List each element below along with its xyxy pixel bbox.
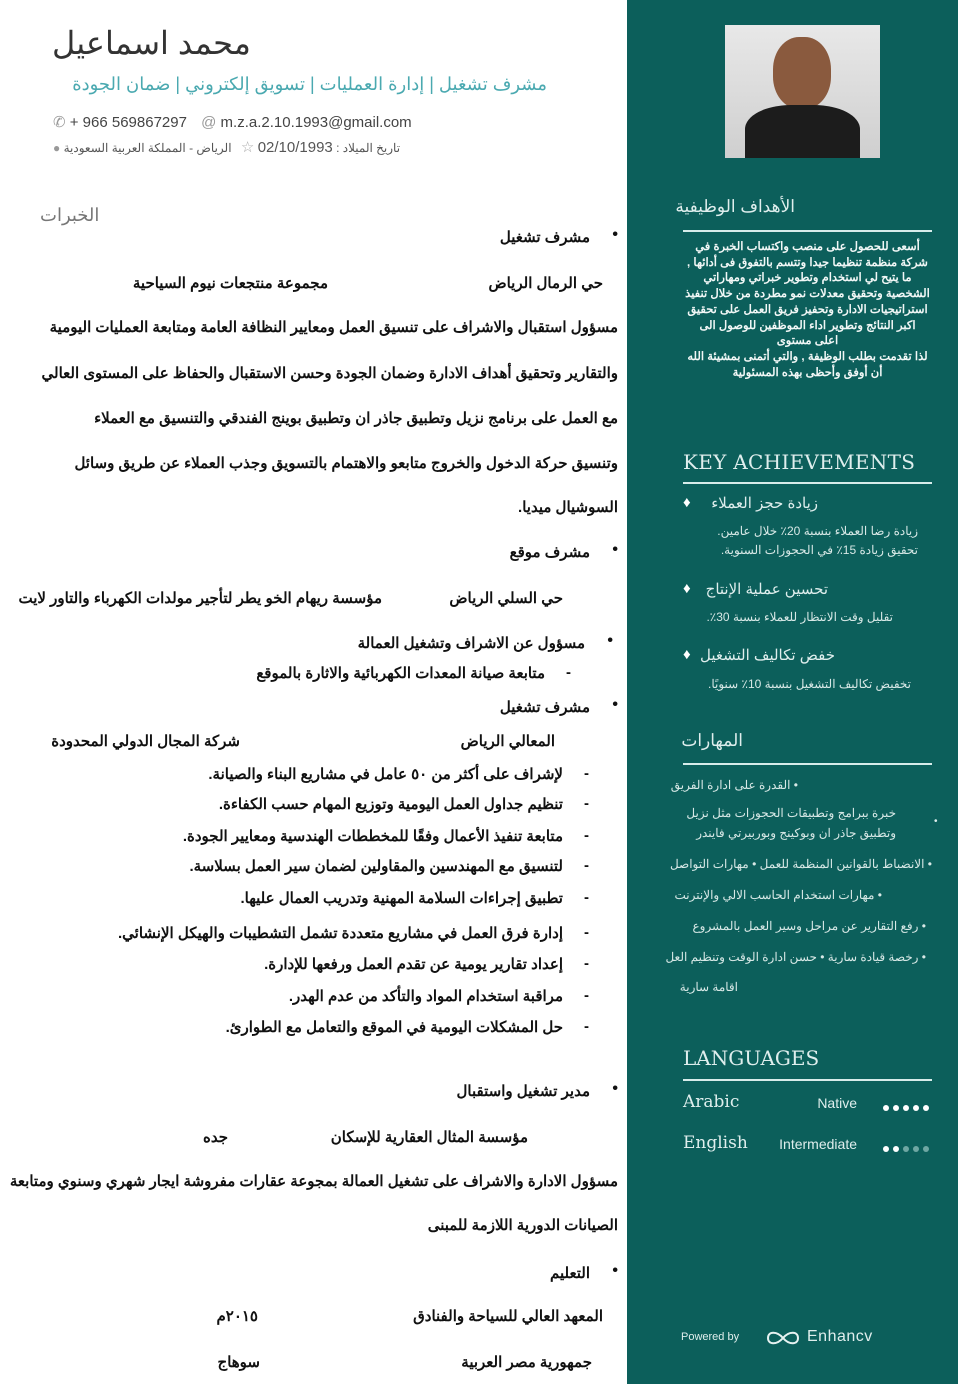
languages-title: LANGUAGES [683, 1046, 820, 1070]
rating-dot [903, 1146, 909, 1152]
objective-line: استراتيجيات الادارة وتحفيز فريق العمل على تحقيق [687, 303, 928, 316]
job3-company: شركة المجال الدولي المحدودة [51, 733, 240, 750]
job1-line: وتنسيق حركة الدخول والخروج متابعو والاهتمام بالتسويق وجذب العملاء عن طريق وسائل [74, 455, 618, 472]
objective-title: الأهداف الوظيفية [675, 197, 795, 216]
job3-task: تطبيق إجراءات السلامة المهنية وتدريب العمال عليها. - [241, 889, 564, 907]
divider [683, 1079, 932, 1081]
achievement-desc: تقليل وقت الانتظار للعملاء بنسبة 30٪. [706, 610, 893, 624]
birth-date: 02/10/1993 [257, 139, 333, 156]
diamond-icon: ♦ [683, 580, 691, 597]
job1-location: حي الرمال الرياض [488, 275, 603, 292]
rating-dot [913, 1105, 919, 1111]
objective-text [683, 240, 932, 381]
job1-line: السوشيال ميديا. [518, 499, 618, 516]
achievement-desc: تحقيق زيادة 15٪ في الحجوزات السنوية. [720, 543, 918, 557]
objective-line: اعلى مستوى [776, 335, 839, 348]
enhancv-logo-icon [765, 1328, 801, 1353]
skill-item: خبرة ببرامج وتطبيقات الحجوزات مثل نزيل [686, 806, 896, 820]
achievements-title: KEY ACHIEVEMENTS [683, 450, 916, 474]
divider [683, 230, 932, 232]
achievement-desc: زيادة رضا العملاء بنسبة 20٪ خلال عامين. [717, 524, 918, 538]
skill-item: • رخصة قيادة سارية • حسن ادارة الوقت وتنظيم العل [665, 950, 926, 964]
job3-task: حل المشكلات اليومية في الموقع والتعامل مع الطوارئ. - [226, 1018, 563, 1036]
objective-line: لذا تقدمت بطلب الوظيفة , والتي أتمنى بمشيئة الله [687, 350, 928, 363]
location: الرياض - المملكة العربية السعودية [63, 141, 232, 155]
contact-line [53, 113, 412, 131]
rating-dot [923, 1146, 929, 1152]
divider [683, 763, 932, 765]
education-country: جمهورية مصر العربية [461, 1354, 592, 1371]
skill-item: • القدرة على ادارة الفريق [670, 778, 798, 792]
phone-icon: ✆ [53, 114, 66, 131]
diamond-icon: ♦ [683, 494, 691, 511]
achievement-title: زيادة حجز العملاء [711, 495, 818, 512]
job4-line: مسؤول الادارة والاشراف على تشغيل العمالة بمجوعة عقارات مفروشة ايجار شهري وسنوي ومتابعة [9, 1173, 618, 1190]
job3-task: متابعة تنفيذ الأعمال وفقًا للمخططات الهندسية ومعايير الجودة. - [183, 827, 563, 845]
profile-photo [725, 25, 880, 158]
email[interactable]: m.z.a.2.10.1993@gmail.com [220, 114, 412, 131]
headline: مشرف تشغيل | إدارة العمليات | تسويق إلكتروني | ضمان الجودة [72, 74, 547, 94]
skill-item: وتطبيق جاذر ان وبوكينج وبوربيرتي فايندر [696, 826, 896, 840]
rating-dot [913, 1146, 919, 1152]
sidebar [627, 0, 958, 1384]
job1-line: مسؤول استقبال والاشراف على تنسيق العمل ومعايير النظافة العامة ومتابعة العمليات اليومية [49, 319, 618, 336]
achievement-title: تحسين عملية الإنتاج [705, 581, 828, 598]
details-line [53, 138, 400, 156]
job3-task: إعداد تقارير يومية عن تقدم العمل ورفعها للإدارة. - [264, 955, 563, 973]
job3-task: إدارة فرق العمل في مشاريع متعددة تشمل التشطيبات والهيكل الإنشائي. - [118, 924, 563, 942]
job2-role: مشرف موقع • [510, 543, 590, 561]
job1-line: والتقارير وتحقيق أهداف الادارة وضمان الجودة وحسن الاستقبال والحفاظ على المستوى العالي [41, 365, 618, 382]
skill-item: • رفع التقارير عن مراحل وسير العمل بالمشروع [692, 919, 926, 933]
rating-dot [903, 1105, 909, 1111]
job3-task: تنظيم جداول العمل اليومية وتوزيع المهام حسب الكفاءة. - [219, 795, 563, 813]
rating-dot [893, 1105, 899, 1111]
job4-location: جده [202, 1129, 228, 1146]
language-name: Arabic [683, 1092, 740, 1112]
job2-company: مؤسسة ريهام الخو يطر لتأجير مولدات الكهرباء والتاور لايت [18, 590, 382, 607]
language-level: Native [817, 1095, 857, 1111]
language-name: English [683, 1133, 748, 1153]
education-title: التعليم • [550, 1264, 590, 1282]
candidate-name: محمد اسماعيل [52, 25, 251, 61]
job4-line: الصيانات الدورية اللازمة للمبنى [427, 1217, 618, 1234]
objective-line: أسعى للحصول على منصب واكتساب الخبرة في [695, 241, 920, 253]
job3-task: لتنسيق مع المهندسين والمقاولين لضمان سير العمل بسلاسة. - [189, 857, 563, 875]
objective-line: شركة منظمة تنظيما جيدا وتتسم بالتفوق فى أدائها , [687, 256, 928, 269]
job3-location: المعالي الرياض [460, 733, 555, 750]
brand-name: Enhancv [807, 1328, 873, 1345]
job2-duty: مسؤول عن الاشراف وتشغيل العمالة • [358, 634, 585, 652]
job3-role: مشرف تشغيل • [500, 698, 590, 716]
job3-task: مراقبة استخدام المواد والتأكد من عدم الهدر. - [289, 987, 563, 1005]
skill-item: • الانضباط بالقوانين المنظمة للعمل • مهارات التواصل [669, 857, 932, 871]
job1-line: مع العمل على برنامج نزيل وتطبيق جاذر ان وتطبيق بوينج الفندقي والتنسيق مع العملاء [94, 410, 618, 427]
job1-role: مشرف تشغيل • [500, 228, 590, 246]
skills-title: المهارات [681, 731, 743, 750]
job1-company: مجموعة منتجعات نيوم السياحية [132, 275, 328, 292]
location-pin-icon: ● [53, 141, 61, 155]
education-city: سوهاج [217, 1354, 260, 1371]
experience-title: الخبرات [40, 205, 100, 225]
education-institute: المعهد العالي للسياحة والفنادق [413, 1308, 603, 1325]
skill-bullet: • [934, 816, 938, 827]
powered-by: Powered by [681, 1331, 740, 1343]
rating-dot [883, 1146, 889, 1152]
achievement-desc: تخفيض تكاليف التشغيل بنسبة 10٪ سنويًا. [707, 677, 911, 691]
language-rating [879, 1098, 929, 1116]
objective-line: اكبر النتائج وتطوير اداء الموظفين للوصول الى [699, 319, 916, 332]
education-year: ٢٠١٥م [216, 1308, 258, 1325]
objective-line: ما يتيح لي استخدام وتطوير خبراتي ومهاراتي [703, 272, 912, 285]
achievement-title: خفض تكاليف التشغيل [700, 647, 835, 664]
job4-role: مدير تشغيل واستقبال • [457, 1082, 590, 1100]
phone[interactable]: + 966 569867297 [69, 114, 187, 131]
rating-dot [883, 1105, 889, 1111]
job2-subduty: متابعة صيانة المعدات الكهربائية والاثارة بالموقع - [256, 664, 545, 682]
job3-task: لإشراف على أكثر من ٥٠ عامل في مشاريع البناء والصيانة. - [208, 765, 563, 783]
skill-item: • مهارات استخدام الحاسب الالي والإنترنت [674, 888, 882, 902]
job2-location: حي السلي الرياض [449, 590, 563, 607]
skill-item: اقامة سارية [679, 980, 738, 994]
rating-dot [923, 1105, 929, 1111]
divider [683, 482, 932, 484]
job4-company: مؤسسة المثال العقارية للإسكان [330, 1129, 528, 1146]
star-icon: ☆ [240, 139, 255, 156]
objective-line: الشخصية وتحقيق معدلات نمو مطردة من خلال تنفيذ [685, 288, 930, 301]
language-rating [879, 1139, 929, 1157]
birth-label: تاريخ الميلاد : [336, 141, 401, 155]
at-icon: @ [201, 114, 217, 131]
diamond-icon: ♦ [683, 646, 691, 663]
rating-dot [893, 1146, 899, 1152]
language-level: Intermediate [779, 1136, 857, 1152]
objective-line: أن أوفق وأحظى بهذه المسئولية [732, 366, 883, 379]
